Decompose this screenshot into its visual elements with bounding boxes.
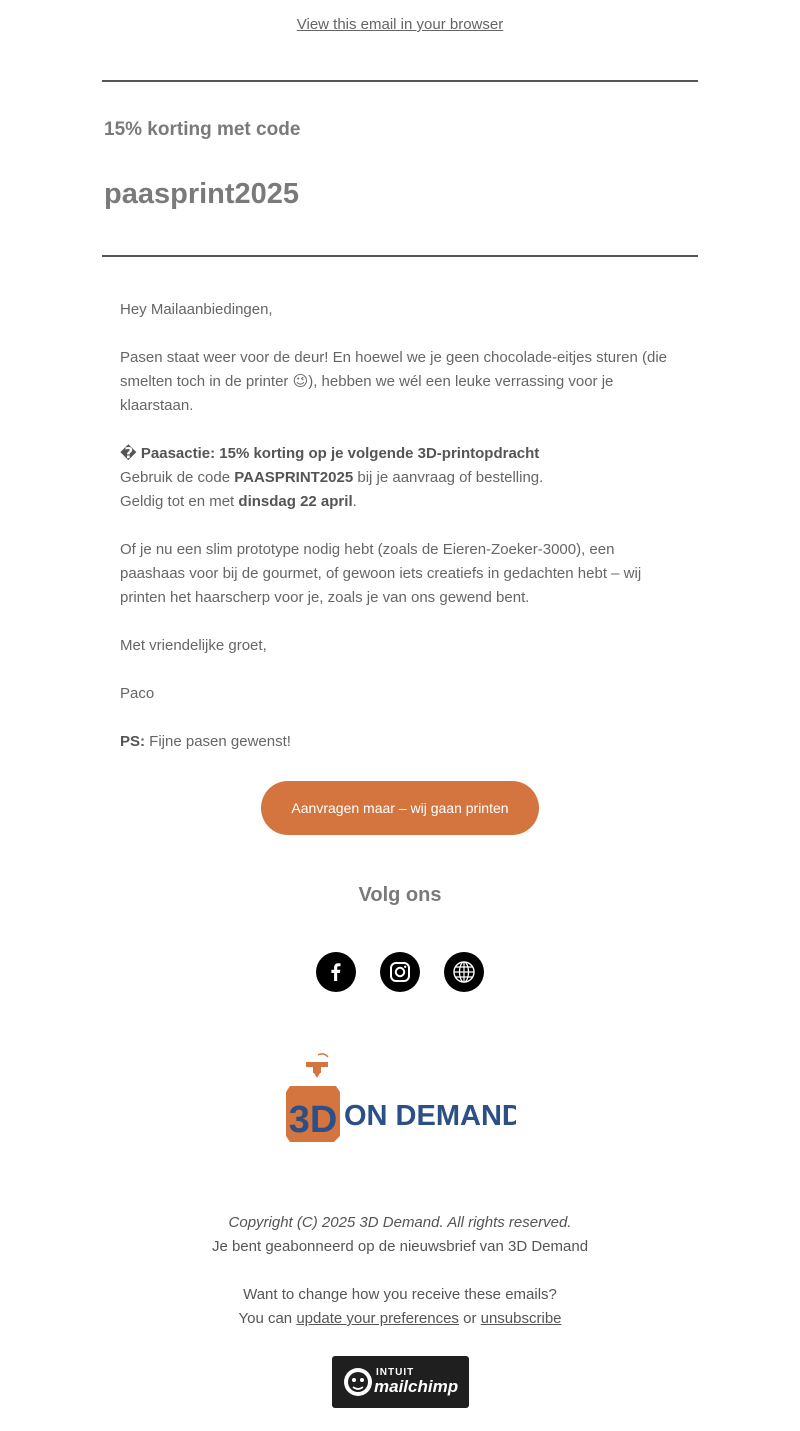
email-header: [0, 0, 800, 52]
mailchimp-monkey-icon: [340, 1364, 376, 1400]
change-question: Want to change how you receive these emails?: [243, 1286, 557, 1303]
footer: [0, 1211, 800, 1331]
ps-line: [120, 730, 680, 754]
intro-paragraph: Pasen staat weer voor de deur! En hoewel we je geen chocolade-eitjes sturen (die smelten toch in de printer 😉), hebben we wél een leuke verrassing voor je klaarstaan.: [120, 349, 667, 414]
ps-text: Fijne pasen gewenst!: [145, 733, 291, 750]
valid-suffix: .: [352, 493, 357, 510]
divider-bottom: [102, 255, 698, 257]
closing: Met vriendelijke groet,: [120, 637, 267, 654]
offer-icon: �: [120, 445, 137, 462]
copyright: Copyright (C) 2025 3D Demand. All rights reserved.: [228, 1214, 572, 1231]
badge-mailchimp-text: mailchimp: [374, 1377, 459, 1396]
valid-prefix: Geldig tot en met: [120, 493, 239, 510]
facebook-icon: [326, 962, 346, 982]
instagram-link[interactable]: [380, 952, 420, 992]
use-code-prefix: Gebruik de code: [120, 469, 235, 486]
facebook-link[interactable]: [316, 952, 356, 992]
mailchimp-badge[interactable]: [332, 1356, 469, 1408]
valid-date: dinsdag 22 april: [238, 493, 353, 510]
promo-code: paasprint2025: [104, 178, 300, 210]
logo-brand-text: ON DEMAND: [344, 1100, 516, 1132]
ps-label: PS:: [120, 733, 146, 750]
offer-title: Paasactie: 15% korting op je volgende 3D-printopdracht: [140, 445, 540, 462]
signature: Paco: [120, 685, 155, 702]
email-body: [120, 298, 680, 778]
use-code-suffix: bij je aanvraag of bestelling.: [353, 469, 544, 486]
logo-3d-text: 3D: [288, 1099, 338, 1141]
promo-headline: 15% korting met code: [104, 119, 301, 140]
view-in-browser-link[interactable]: View this email in your browser: [296, 16, 504, 33]
or-text: or: [458, 1310, 481, 1327]
instagram-icon: [389, 961, 411, 983]
cta-button[interactable]: Aanvragen maar – wij gaan printen: [261, 781, 539, 835]
company-logo: [284, 1052, 516, 1144]
subscribed-text: Je bent geabonneerd op de nieuwsbrief van 3D Demand: [211, 1238, 589, 1255]
preferences-line: [0, 1307, 800, 1331]
website-globe-icon: [452, 960, 476, 984]
offer-code: PAASPRINT2025: [234, 469, 354, 486]
divider-top: [102, 80, 698, 82]
greeting: Hey Mailaanbiedingen,: [120, 301, 273, 318]
offer-block: [120, 442, 680, 514]
you-can-text: You can: [238, 1310, 297, 1327]
update-preferences-link[interactable]: update your preferences: [296, 1310, 459, 1327]
unsubscribe-link[interactable]: unsubscribe: [480, 1310, 562, 1327]
follow-title: Volg ons: [358, 884, 442, 906]
main-paragraph: Of je nu een slim prototype nodig hebt (zoals de Eieren-Zoeker-3000), een paashaas voor bij de gourmet, of gewoon iets creatiefs in gedachten hebt – wij printen het haarscherp voor je, zoals je van ons gewend bent.: [120, 541, 642, 606]
badge-intuit-text: INTUIT: [376, 1367, 415, 1378]
website-link[interactable]: [444, 952, 484, 992]
